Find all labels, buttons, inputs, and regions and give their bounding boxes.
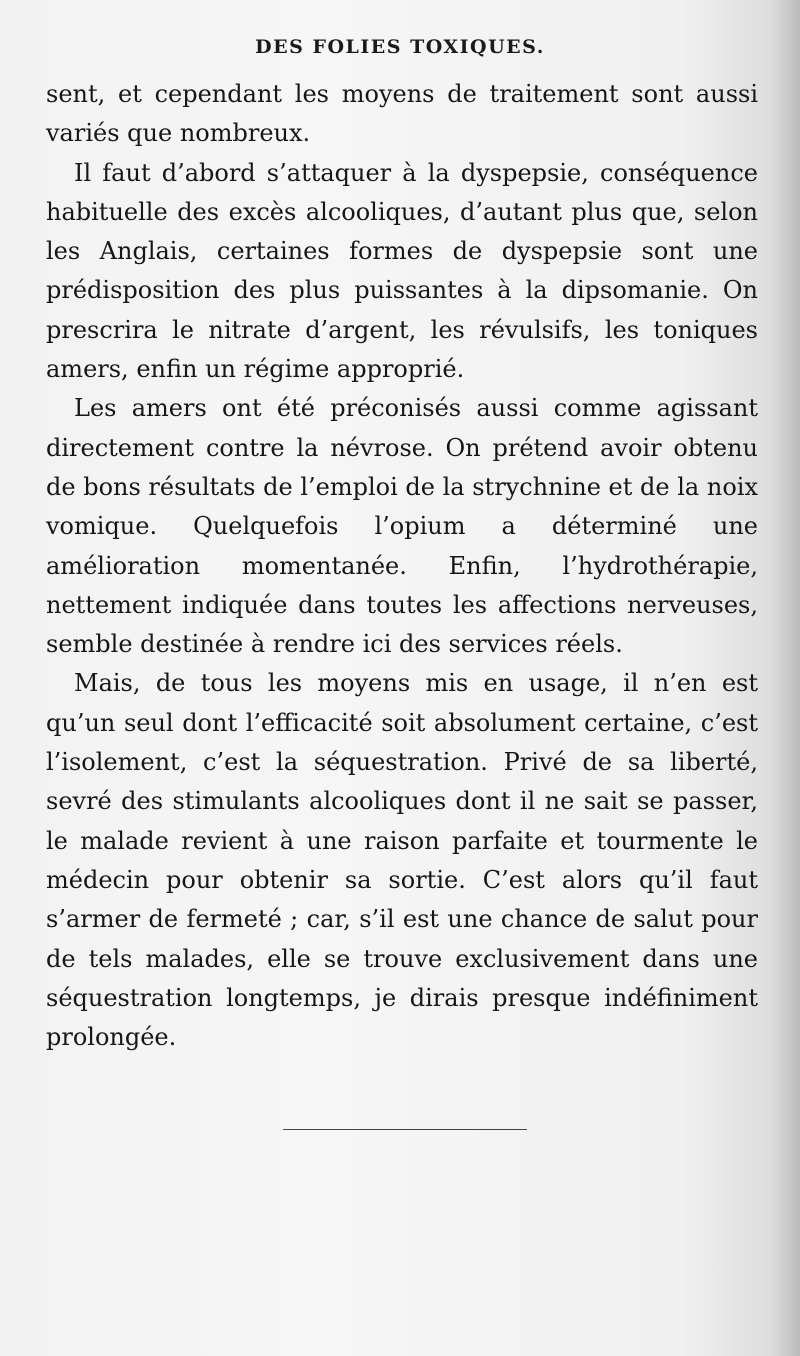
body-text: [46, 75, 758, 1057]
page-edge-shadow: [772, 0, 800, 1356]
paragraph-isolation: Mais, de tous les moyens mis en usage, il n’en est qu’un seul dont l’efficacité soit absolument certaine, c’est l’isolement, c’est la séquestration. Privé de sa liberté, sevré des stimulants alcooliques dont il ne sait se passer, le malade revient à une raison parfaite et tourmente le médecin pour obtenir sa sortie. C’est alors qu’il faut s’armer de fermeté ; car, s’il est une chance de salut pour de tels malades, elle se trouve exclusivement dans une séquestration longtemps, je dirais presque indéfiniment prolongée.: [46, 669, 758, 1052]
paragraph-continued: sent, et cependant les moyens de traitement sont aussi variés que nombreux.: [46, 80, 758, 148]
running-head: DES FOLIES TOXIQUES.: [255, 36, 545, 58]
paragraph-dyspepsia: Il faut d’abord s’attaquer à la dyspepsie, conséquence habituelle des excès alcooliques, d’autant plus que, selon les Anglais, certaines formes de dyspepsie sont une prédisposition des plus puissantes à la dipsomanie. On prescrira le nitrate d’argent, les révulsifs, les toniques amers, enfin un régime approprié.: [46, 158, 758, 384]
paragraph-bitters: Les amers ont été préconisés aussi comme agissant directement contre la névrose. On prétend avoir obtenu de bons résultats de l’emploi de la strychnine et de la noix vomique. Quelquefois l’opium a déterminé une amélioration momentanée. Enfin, l’hydrothérapie, nettement indiquée dans toutes les affections nerveuses, semble destinée à rendre ici des services réels.: [46, 394, 758, 659]
section-separator-rule: [283, 1129, 527, 1130]
